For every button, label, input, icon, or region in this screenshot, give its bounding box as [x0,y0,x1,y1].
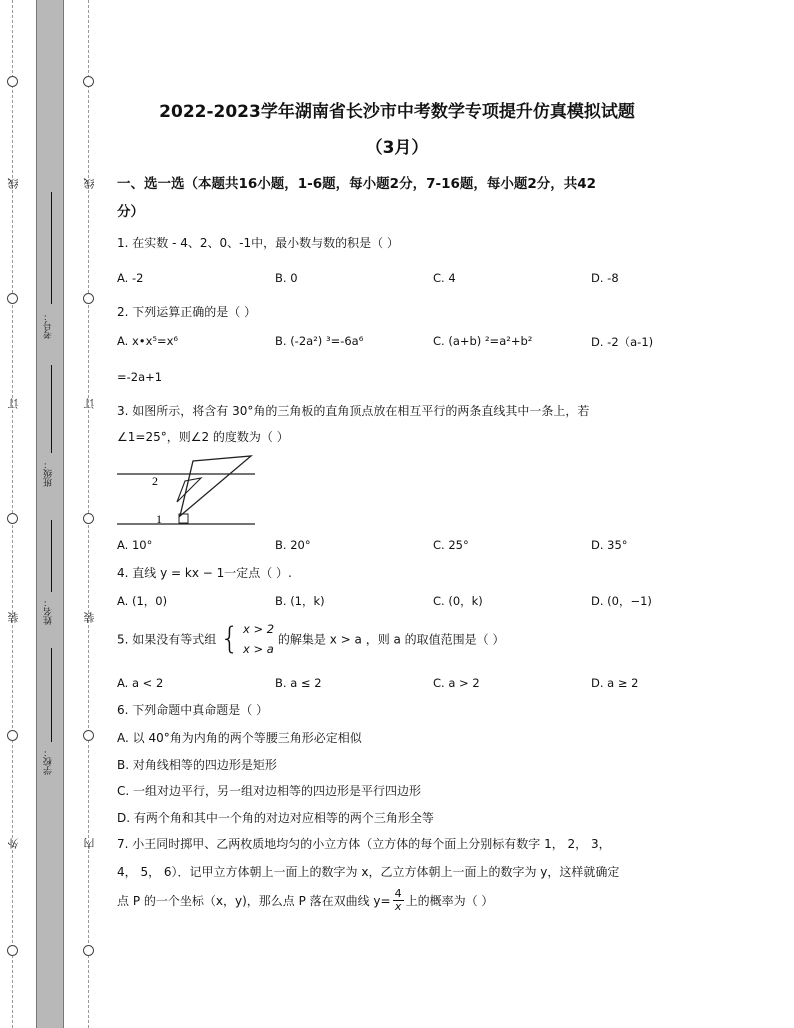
option: A. x•x⁵=x⁶ [117,334,179,348]
option: A. (1，0) [117,594,168,608]
option: D. -8 [591,271,619,285]
punch-hole [7,730,18,741]
option: B. 对角线相等的四边形是矩形 [117,758,277,772]
fraction-numerator: 4 [394,887,402,900]
field-line [51,192,52,304]
margin-char: 装 [7,612,20,623]
angle-label-1: 1 [156,512,162,526]
option: C. (a+b) ²=a²+b² [433,334,533,348]
stem-text: 的解集是 x > a ，则 a 的取值范围是（ ） [277,632,505,647]
field-class: 班级： [44,460,54,487]
margin-char: 订 [7,398,20,409]
option-continuation: =-2a+1 [117,370,163,384]
question-stem [117,888,493,913]
inequality-system [243,619,274,659]
option: D. 有两个角和其中一个角的对边对应相等的两个三角形全等 [117,811,434,825]
stem-text: 上的概率为（ ） [405,894,494,908]
margin-char: 线 [7,178,20,189]
option: B. (1，k) [275,594,325,608]
question-stem: 6. 下列命题中真命题是（ ） [117,703,269,717]
inequality-2: x > a [243,642,274,656]
field-exam-number: 考号： [44,312,54,339]
punch-hole [83,76,94,87]
question-stem: 3. 如图所示，将含有 30°角的三角板的直角顶点放在相互平行的两条直线其中一条上，若 [117,404,590,418]
option: D. 35° [591,538,628,552]
fraction [393,888,404,913]
section-heading: 一、选一选（本题共16小题，1-6题，每小题2分，7-16题，每小题2分，共42 [117,176,597,192]
punch-hole [83,293,94,304]
punch-hole [83,730,94,741]
option: D. -2（a-1) [591,335,654,349]
question-stem: 1. 在实数 - 4、2、0、-1中，最小数与数的积是（ ） [117,236,399,250]
option: A. 以 40°角为内角的两个等腰三角形必定相似 [117,731,362,745]
field-school: 学校： [44,748,54,775]
option: B. (-2a²) ³=-6a⁶ [275,334,364,348]
field-line [51,365,52,453]
option: B. a ≤ 2 [275,676,322,690]
question-stem: 4. 直线 y = kx − 1一定点（ ）. [117,566,292,580]
punch-hole [83,945,94,956]
option: B. 0 [275,271,298,285]
field-name: 姓名： [44,598,54,625]
option: C. 一组对边平行，另一组对边相等的四边形是平行四边形 [117,784,422,798]
section-heading: 分） [117,204,144,220]
punch-hole [7,945,18,956]
system-brace: { [220,621,240,657]
punch-hole [83,513,94,524]
inequality-1: x > 2 [243,622,275,636]
margin-char: 内 [83,838,96,849]
question-stem: 2. 下列运算正确的是（ ） [117,305,257,319]
field-line [51,520,52,592]
margin-char: 订 [83,398,96,409]
question-stem: 7. 小王同时掷甲、乙两枚质地均匀的小立方体（立方体的每个面上分别标有数字 1， 2， 3， [117,837,611,851]
stem-text: 点 P 的一个坐标（x，y)，那么点 P 落在双曲线 y= [117,894,391,908]
angle-label-2: 2 [152,474,158,488]
option: A. -2 [117,271,144,285]
binding-strip [36,0,64,1028]
option: C. 4 [433,271,456,285]
triangle-ruler-hole [177,478,201,502]
punch-hole [7,513,18,524]
question-stem: 4， 5， 6）．记甲立方体朝上一面上的数字为 x，乙立方体朝上一面上的数字为 y，这样就确定 [117,865,620,879]
punch-hole [7,76,18,87]
option: A. 10° [117,538,153,552]
margin-char: 外 [7,838,20,849]
option: C. 25° [433,538,469,552]
triangle-ruler [180,456,251,516]
option: C. (0，k) [433,594,483,608]
question-stem: ∠1=25°，则∠2 的度数为（ ） [117,430,289,444]
option: D. a ≥ 2 [591,676,639,690]
margin-char: 装 [83,612,96,623]
triangle-ruler-figure [115,452,257,530]
option: D. (0，−1) [591,594,652,608]
option: B. 20° [275,538,311,552]
page-subtitle: （3月） [365,138,429,158]
option: A. a < 2 [117,676,164,690]
fraction-denominator: x [394,900,402,913]
margin-char: 线 [83,178,96,189]
field-line [51,648,52,742]
stem-text: 5. 如果没有等式组 [117,632,217,647]
question-stem [117,619,505,659]
page-title: 2022-2023学年湖南省长沙市中考数学专项提升仿真模拟试题 [159,102,635,122]
option: C. a > 2 [433,676,480,690]
punch-hole [7,293,18,304]
